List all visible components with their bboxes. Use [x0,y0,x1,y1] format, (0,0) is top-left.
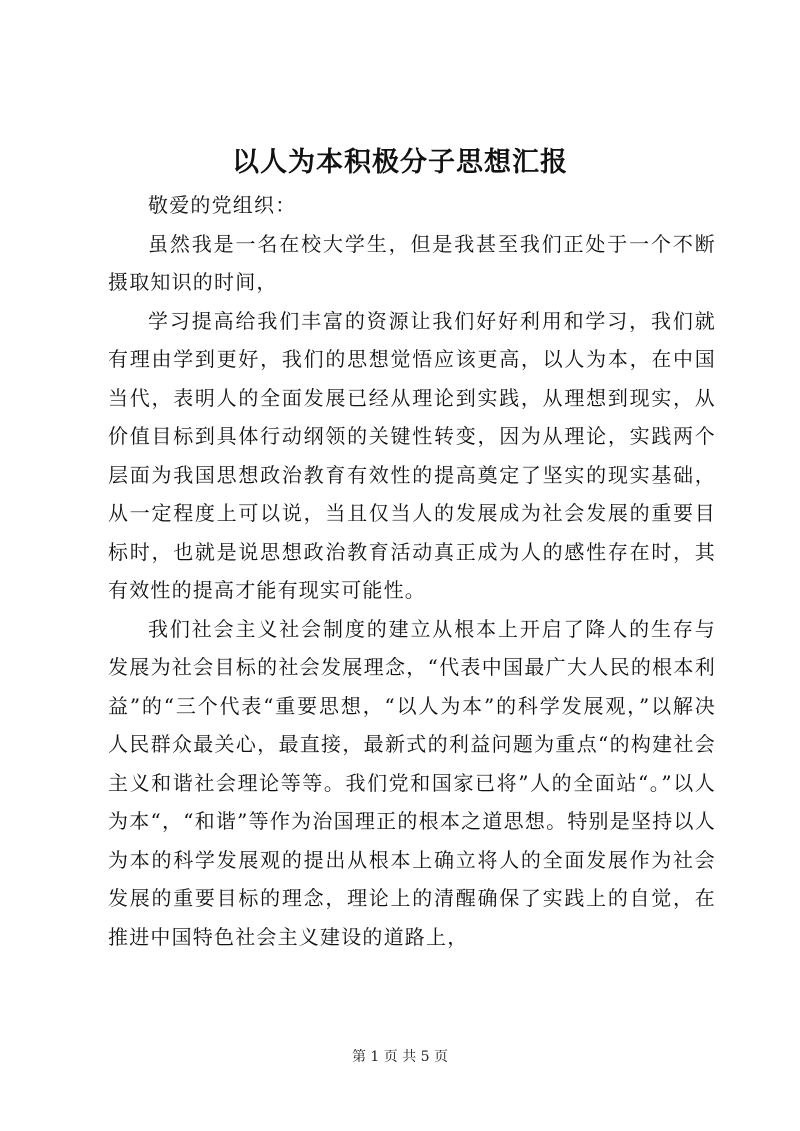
page-number-footer: 第 1 页 共 5 页 [351,1049,449,1065]
paragraph-2: 学习提高给我们丰富的资源让我们好好利用和学习，我们就有理由学到更好，我们的思想觉悟应该更高，以人为本，在中国当代，表明人的全面发展已经从理论到实践，从理想到现实，从价值目标到具体行动纲领的关键性转变，因为从理论，实践两个层面为我国思想政治教育有效性的提高奠定了坚实的现实基础，从一定程度上可以说，当且仅当人的发展成为社会发展的重要目标时，也就是说思想政治教育活动真正成为人的感性存在时，其有效性的提高才能有现实可能性。 [108,308,716,602]
paragraph-3: 我们社会主义社会制度的建立从根本上开启了降人的生存与发展为社会目标的社会发展理念，“代表中国最广大人民的根本利益”的“三个代表“重要思想，“以人为本”的科学发展观，”以解决人民群众最关心，最直接，最新式的利益问题为重点“的构建社会主义和谐社会理论等等。我们党和国家已将”人的全面站“。”以人为本“，“和谐”等作为治国理正的根本之道思想。特别是坚持以人为本的科学发展观的提出从根本上确立将人的全面发展作为社会发展的重要目标的理念，理论上的清醒确保了实践上的自觉，在推进中国特色社会主义建设的道路上， [108,616,716,949]
paragraph-1: 虽然我是一名在校大学生，但是我甚至我们正处于一个不断摄取知识的时间， [108,231,716,294]
document-title: 以人为本积极分子思想汇报 [232,147,568,178]
salutation: 敬爱的党组织： [148,193,297,217]
document-body [108,186,716,956]
